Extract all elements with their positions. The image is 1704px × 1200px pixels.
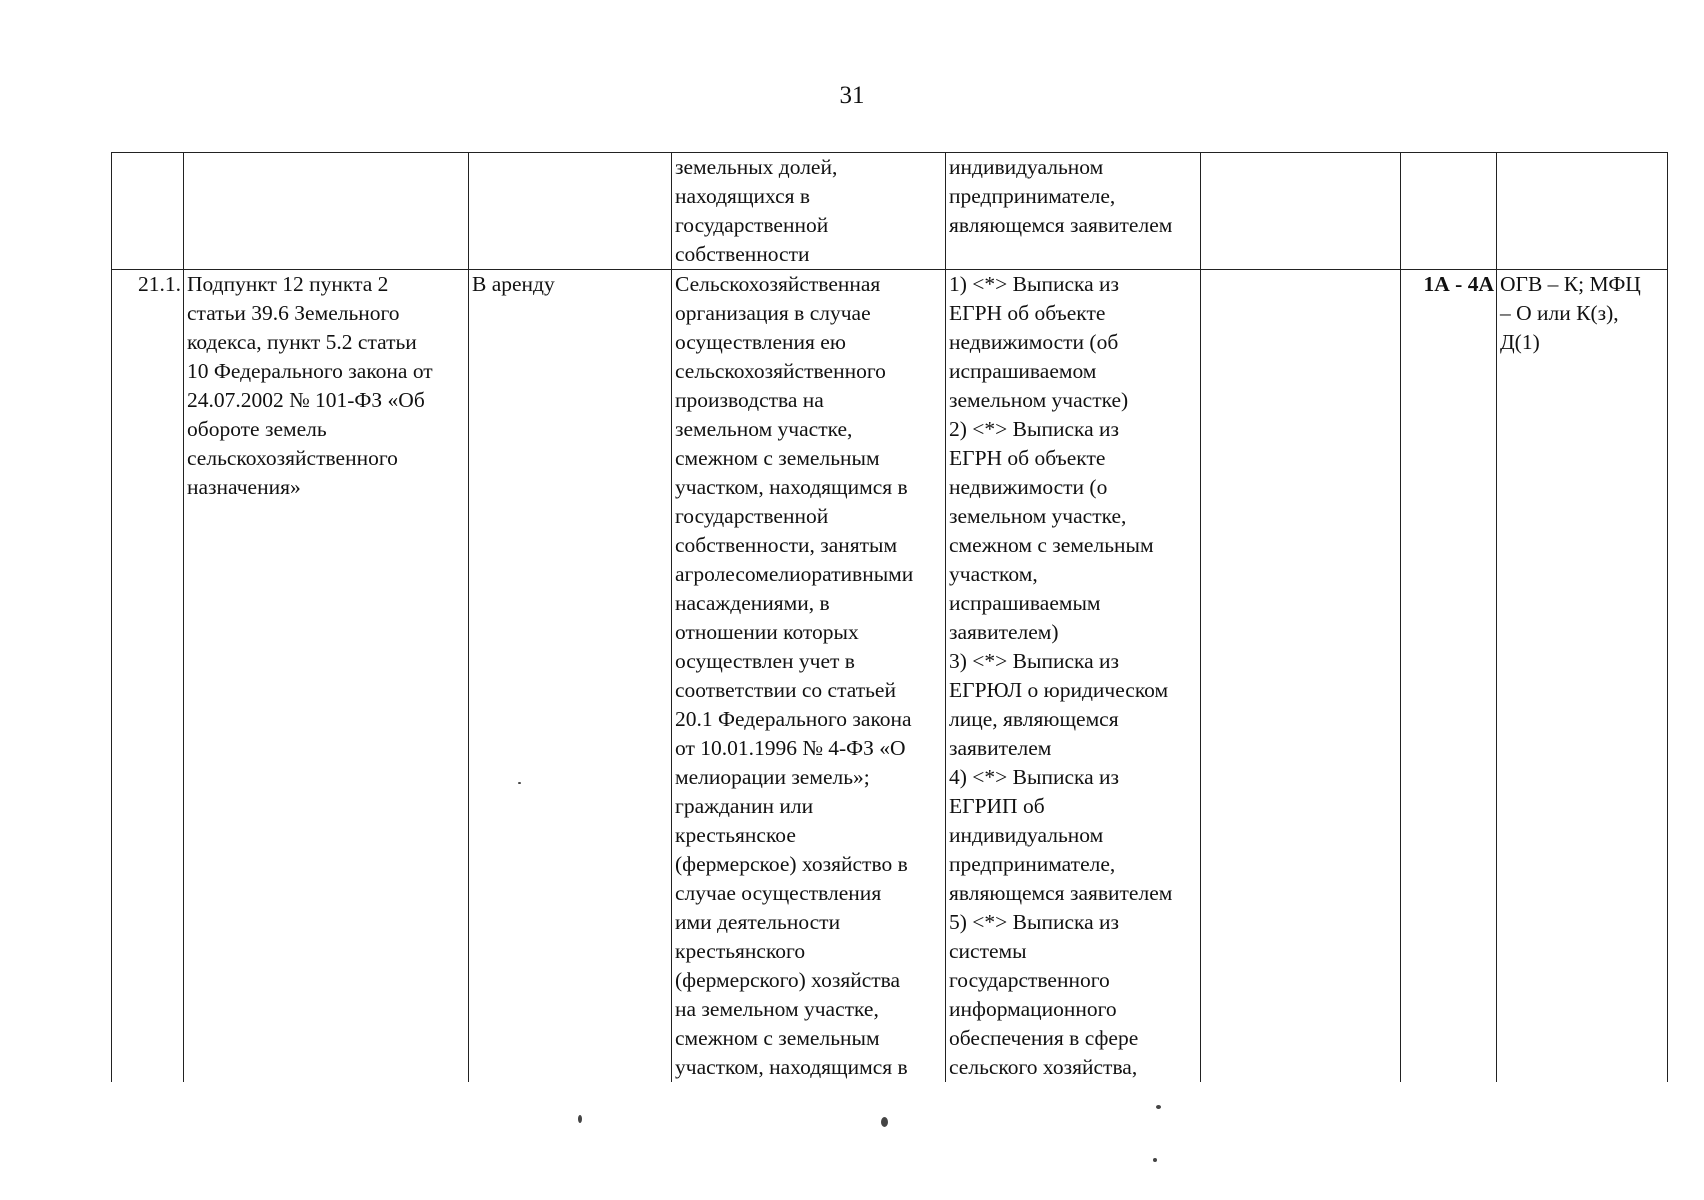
cell-type: В аренду (469, 270, 672, 1083)
text-line: индивидуальном (949, 823, 1104, 847)
text-line: ЕГРН об объекте (949, 301, 1106, 325)
text-line: являющемся заявителем (949, 881, 1173, 905)
text-line: предпринимателе, (949, 184, 1116, 208)
text-line: сельскохозяйственного (187, 446, 398, 470)
text-line: собственности, занятым (675, 533, 898, 557)
scan-speck (1156, 1105, 1161, 1109)
cell-basis (184, 153, 469, 270)
document-table (111, 152, 1668, 1082)
text-line: производства на (675, 388, 824, 412)
text-line: назначения» (187, 475, 301, 499)
text-line: собственности (675, 242, 810, 266)
cell-type (469, 153, 672, 270)
text-line: отношении которых (675, 620, 859, 644)
text-line: крестьянского (675, 939, 806, 963)
text-line: ЕГРИП об (949, 794, 1045, 818)
text-line: насаждениями, в (675, 591, 830, 615)
text-line: недвижимости (о (949, 475, 1108, 499)
text-line: гражданин или (675, 794, 814, 818)
text-line: земельном участке, (949, 504, 1127, 528)
text-line: государственного (949, 968, 1110, 992)
text-line: крестьянское (675, 823, 796, 847)
text-line: заявителем) (949, 620, 1059, 644)
row-number: 21.1. (112, 270, 184, 1083)
cell-service (1497, 270, 1668, 1083)
text-line: смежном с земельным (675, 1026, 880, 1050)
text-line: (фермерского) хозяйства (675, 968, 901, 992)
text-line: от 10.01.1996 № 4-ФЗ «О (675, 736, 906, 760)
text-line: мелиорации земель»; (675, 765, 870, 789)
cell-col6 (1201, 153, 1401, 270)
text-line: 3) <*> Выписка из (949, 649, 1120, 673)
cell-applicant (672, 270, 946, 1083)
text-line: участком, находящимся в (675, 475, 908, 499)
text-line: лице, являющемся (949, 707, 1119, 731)
cell-documents (946, 270, 1201, 1083)
text-line: ОГВ – К; МФЦ (1500, 272, 1641, 296)
text-line: системы (949, 939, 1027, 963)
text-line: смежном с земельным (949, 533, 1154, 557)
text-line: обороте земель (187, 417, 327, 441)
text-line: Д(1) (1500, 330, 1540, 354)
text-line: заявителем (949, 736, 1052, 760)
text-line: случае осуществления (675, 881, 882, 905)
cell-col6 (1201, 270, 1401, 1083)
text-line: государственной (675, 504, 829, 528)
text-line: ими деятельности (675, 910, 841, 934)
text-line: обеспечения в сфере (949, 1026, 1139, 1050)
text-line: ЕГРН об объекте (949, 446, 1106, 470)
text-line: государственной (675, 213, 829, 237)
text-line: смежном с земельным (675, 446, 880, 470)
page-number: 31 (839, 82, 865, 109)
text-line: 1) <*> Выписка из (949, 272, 1120, 296)
text-line: 4) <*> Выписка из (949, 765, 1120, 789)
text-line: кодекса, пункт 5.2 статьи (187, 330, 417, 354)
text-line: земельном участке) (949, 388, 1129, 412)
cell-code: 1А - 4А (1401, 270, 1497, 1083)
text-line: находящихся в (675, 184, 811, 208)
text-line: участком, находящимся в (675, 1055, 908, 1079)
text-line: (фермерское) хозяйство в (675, 852, 908, 876)
text-line: 24.07.2002 № 101-ФЗ «Об (187, 388, 425, 412)
text-line: 10 Федерального закона от (187, 359, 433, 383)
text-line: информационного (949, 997, 1117, 1021)
scan-speck (578, 1115, 582, 1123)
text-line: организация в случае (675, 301, 871, 325)
table-row-21-1 (112, 270, 1668, 1083)
text-line: Сельскохозяйственная (675, 272, 881, 296)
text-line: – О или К(з), (1500, 301, 1619, 325)
text-line: недвижимости (об (949, 330, 1119, 354)
text-line: земельных долей, (675, 155, 838, 179)
text-line: сельского хозяйства, (949, 1055, 1138, 1079)
text-line: испрашиваемым (949, 591, 1101, 615)
table-row-continuation (112, 153, 1668, 270)
text-line: 5) <*> Выписка из (949, 910, 1120, 934)
cell-service (1497, 153, 1668, 270)
text-line: на земельном участке, (675, 997, 879, 1021)
text-line: 2) <*> Выписка из (949, 417, 1120, 441)
cell-basis (184, 270, 469, 1083)
text-line: предпринимателе, (949, 852, 1116, 876)
text-line: индивидуальном (949, 155, 1104, 179)
text-line: осуществления ею (675, 330, 846, 354)
text-line: являющемся заявителем (949, 213, 1173, 237)
text-line: Подпункт 12 пункта 2 (187, 272, 389, 296)
scan-speck (1153, 1158, 1157, 1162)
text-line: сельскохозяйственного (675, 359, 886, 383)
scan-speck (881, 1117, 888, 1127)
scan-speck (518, 782, 521, 784)
text-line: соответствии со статьей (675, 678, 896, 702)
text-line: осуществлен учет в (675, 649, 855, 673)
cell-documents (946, 153, 1201, 270)
cell-applicant (672, 153, 946, 270)
text-line: участком, (949, 562, 1038, 586)
text-line: земельном участке, (675, 417, 853, 441)
text-line: 20.1 Федерального закона (675, 707, 912, 731)
cell-number (112, 153, 184, 270)
text-line: статьи 39.6 Земельного (187, 301, 400, 325)
cell-code (1401, 153, 1497, 270)
text-line: агролесомелиоративными (675, 562, 914, 586)
text-line: ЕГРЮЛ о юридическом (949, 678, 1169, 702)
text-line: испрашиваемом (949, 359, 1097, 383)
